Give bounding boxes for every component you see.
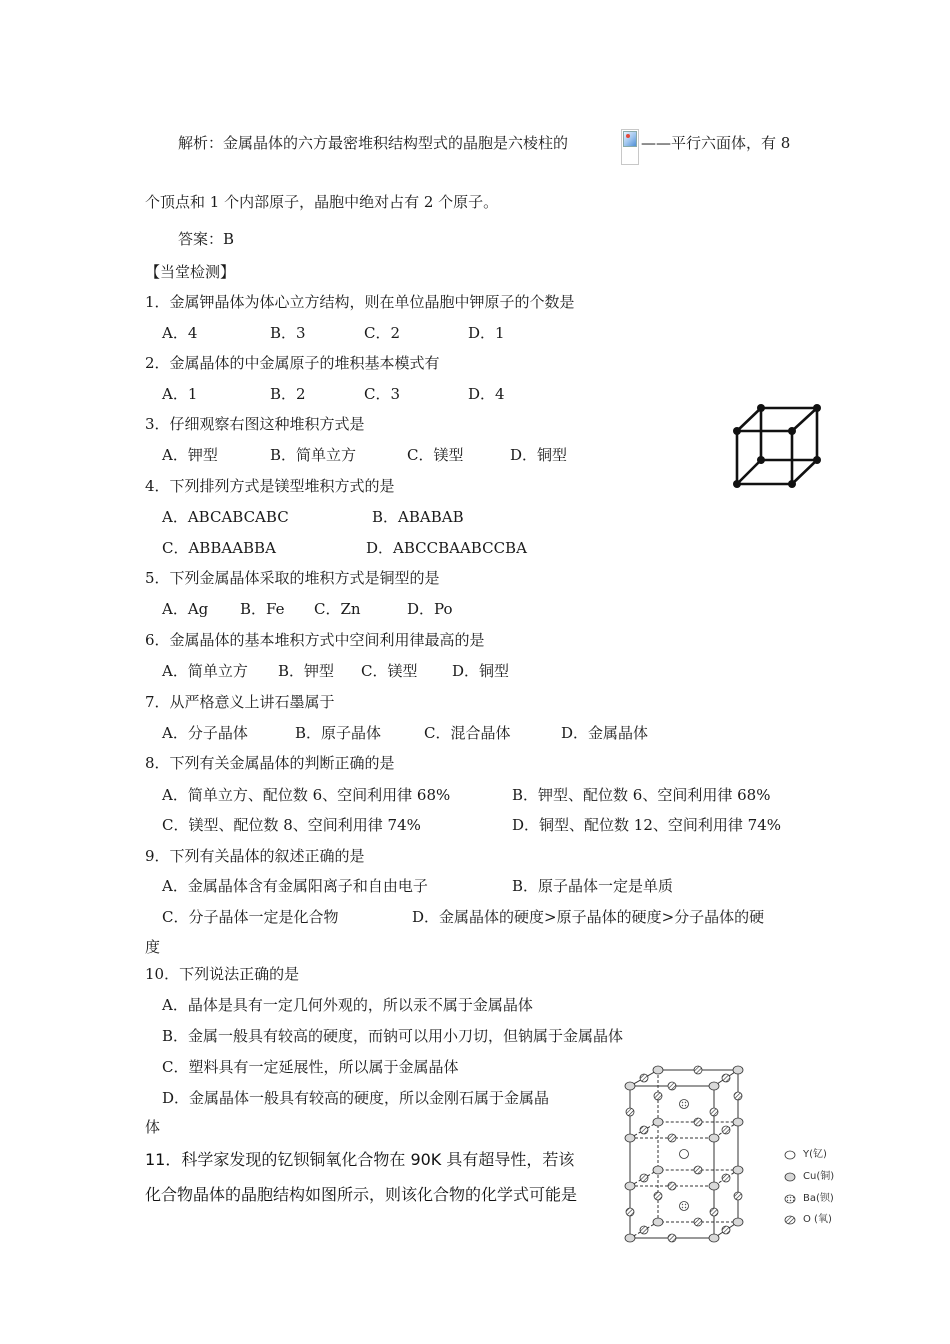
q9-option-a: A．金属晶体含有金属阳离子和自由电子 — [162, 877, 428, 895]
legend-ba-marker — [785, 1195, 795, 1203]
q4-option-b: B．ABABAB — [372, 508, 464, 526]
question-10-stem: 10．下列说法正确的是 — [145, 965, 300, 983]
question-11-stem-line2: 化合物晶体的晶胞结构如图所示，则该化合物的化学式可能是 — [145, 1185, 578, 1204]
ybco-unit-cell-figure — [618, 1062, 752, 1250]
broken-image-icon — [621, 129, 639, 165]
q1-option-d: D．1 — [468, 324, 505, 342]
question-3-stem: 3．仔细观察右图这种堆积方式是 — [145, 415, 365, 433]
image-placeholder-icon — [623, 131, 637, 147]
legend-cu-label: Cu(铜) — [803, 1171, 835, 1182]
q10-option-d: D．金属晶体一般具有较高的硬度，所以金刚石属于金属晶 — [162, 1089, 550, 1107]
q7-option-d: D．金属晶体 — [561, 724, 649, 742]
q3-option-d: D．铜型 — [510, 446, 568, 464]
q1-option-b: B．3 — [270, 324, 306, 342]
q5-option-c: C．Zn — [314, 600, 361, 618]
q3-option-b: B．简单立方 — [270, 446, 357, 464]
question-11-stem-line1: 11．科学家发现的钇钡铜氧化合物在 90K 具有超导性，若该 — [145, 1150, 575, 1169]
question-9-stem: 9．下列有关晶体的叙述正确的是 — [145, 847, 365, 865]
q5-option-d: D．Po — [407, 600, 453, 618]
legend-markers — [783, 1148, 797, 1226]
question-7-stem: 7．从严格意义上讲石墨属于 — [145, 693, 335, 711]
q8-option-d: D．铜型、配位数 12、空间利用律 74% — [512, 816, 781, 834]
q6-option-d: D．铜型 — [452, 662, 510, 680]
q8-option-b: B．钾型、配位数 6、空间利用律 68% — [512, 786, 771, 804]
q5-option-b: B．Fe — [240, 600, 285, 618]
q2-option-b: B．2 — [270, 385, 306, 403]
q10-option-d-wrap: 体 — [145, 1118, 161, 1136]
legend-y-marker — [785, 1151, 795, 1159]
q3-option-c: C．镁型 — [407, 446, 464, 464]
legend-o-marker — [785, 1216, 795, 1224]
question-8-stem: 8．下列有关金属晶体的判断正确的是 — [145, 754, 395, 772]
q6-option-b: B．钾型 — [278, 662, 335, 680]
q10-option-a: A．晶体是具有一定几何外观的，所以汞不属于金属晶体 — [162, 996, 533, 1014]
question-4-stem: 4．下列排列方式是镁型堆积方式的是 — [145, 477, 395, 495]
q8-option-a: A．简单立方、配位数 6、空间利用律 68% — [162, 786, 451, 804]
q7-option-b: B．原子晶体 — [295, 724, 382, 742]
q2-option-a: A．1 — [162, 385, 198, 403]
analysis-line1-before: 解析：金属晶体的六方最密堆积结构型式的晶胞是六棱柱的 — [178, 134, 569, 152]
analysis-answer: 答案：B — [178, 230, 235, 248]
simple-cubic-figure — [728, 398, 828, 494]
q3-option-a: A．钾型 — [162, 446, 218, 464]
q1-option-c: C．2 — [364, 324, 401, 342]
q9-option-d-wrap: 度 — [145, 938, 161, 956]
question-5-stem: 5．下列金属晶体采取的堆积方式是铜型的是 — [145, 569, 440, 587]
section-title: 【当堂检测】 — [145, 263, 236, 281]
q4-option-d: D．ABCCBAABCCBA — [366, 539, 527, 557]
q4-option-c: C．ABBAABBA — [162, 539, 276, 557]
q5-option-a: A．Ag — [162, 600, 209, 618]
q1-option-a: A．4 — [162, 324, 198, 342]
q9-option-c: C．分子晶体一定是化合物 — [162, 908, 339, 926]
legend-o-label: O (氧) — [803, 1214, 832, 1225]
q7-option-c: C．混合晶体 — [424, 724, 511, 742]
analysis-line1-after: ——平行六面体，有 8 — [641, 134, 791, 152]
q8-option-c: C．镁型、配位数 8、空间利用律 74% — [162, 816, 421, 834]
analysis-line2: 个顶点和 1 个内部原子，晶胞中绝对占有 2 个原子。 — [145, 193, 499, 211]
q10-option-c: C．塑料具有一定延展性，所以属于金属晶体 — [162, 1058, 459, 1076]
q6-option-a: A．简单立方 — [162, 662, 248, 680]
q2-option-d: D．4 — [468, 385, 505, 403]
q4-option-a: A．ABCABCABC — [162, 508, 289, 526]
q9-option-d: D．金属晶体的硬度>原子晶体的硬度>分子晶体的硬 — [412, 908, 765, 926]
q2-option-c: C．3 — [364, 385, 401, 403]
legend-ba-label: Ba(钡) — [803, 1193, 834, 1204]
question-1-stem: 1．金属钾晶体为体心立方结构，则在单位晶胞中钾原子的个数是 — [145, 293, 575, 311]
q7-option-a: A．分子晶体 — [162, 724, 248, 742]
q10-option-b: B．金属一般具有较高的硬度，而钠可以用小刀切，但钠属于金属晶体 — [162, 1027, 624, 1045]
legend-y-label: Y(钇) — [803, 1149, 827, 1160]
q6-option-c: C．镁型 — [361, 662, 418, 680]
question-2-stem: 2．金属晶体的中金属原子的堆积基本模式有 — [145, 354, 440, 372]
legend-cu-marker — [785, 1173, 795, 1181]
question-6-stem: 6．金属晶体的基本堆积方式中空间利用律最高的是 — [145, 631, 485, 649]
q9-option-b: B．原子晶体一定是单质 — [512, 877, 674, 895]
